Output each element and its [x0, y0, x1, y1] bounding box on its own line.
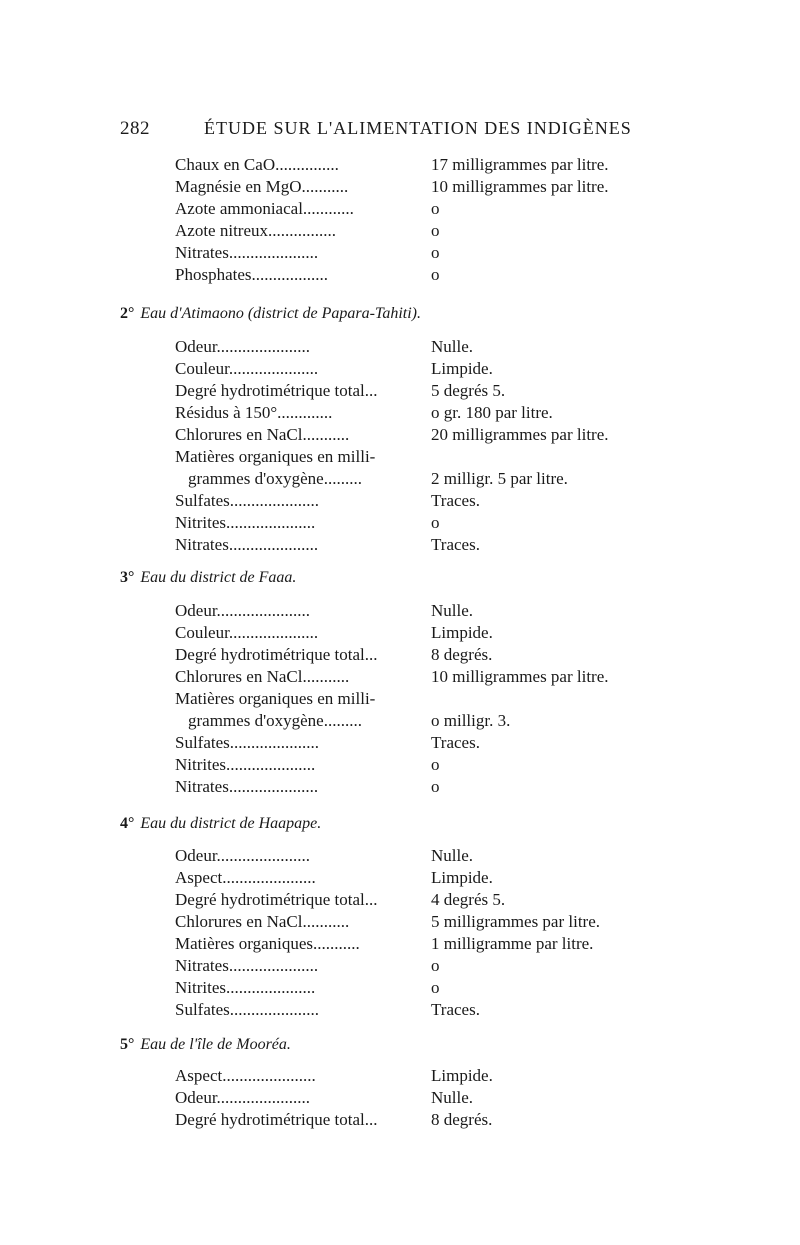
list-item	[0, 424, 800, 446]
item-label: Degré hydrotimétrique total...	[175, 890, 378, 909]
list-item	[0, 220, 800, 242]
item-value: Traces.	[431, 733, 480, 752]
item-value: 5 degrés 5.	[431, 381, 506, 400]
section-number: 5°	[120, 1036, 135, 1053]
list-item	[0, 600, 800, 622]
item-value: o	[431, 243, 440, 262]
item-value: o	[431, 199, 440, 218]
item-value: o	[431, 265, 440, 284]
page-header	[120, 118, 640, 144]
list-item	[0, 955, 800, 977]
list-item	[0, 732, 800, 754]
section-number: 2°	[120, 305, 135, 322]
section-4-heading	[120, 815, 321, 833]
item-label: Sulfates.....................	[175, 491, 320, 510]
list-item	[0, 176, 800, 198]
item-label: grammes d'oxygène.........	[188, 469, 362, 488]
list-item	[0, 1109, 800, 1131]
list-item	[0, 1065, 800, 1087]
item-label: Degré hydrotimétrique total...	[175, 645, 378, 664]
item-label: Aspect......................	[175, 1066, 316, 1085]
item-label: Odeur......................	[175, 601, 311, 620]
item-label: Odeur......................	[175, 337, 311, 356]
item-label: Matières organiques en milli-	[175, 689, 376, 708]
item-value: 20 milligrammes par litre.	[431, 425, 609, 444]
item-value: o gr. 180 par litre.	[431, 403, 553, 422]
page-number: 282	[120, 118, 150, 139]
item-label: Nitrates.....................	[175, 956, 319, 975]
item-label: Nitrites.....................	[175, 513, 316, 532]
item-label: Degré hydrotimétrique total...	[175, 381, 378, 400]
item-label: Matières organiques...........	[175, 934, 360, 953]
item-label: Nitrites.....................	[175, 978, 316, 997]
list-item	[0, 754, 800, 776]
list-item	[0, 336, 800, 358]
item-label: Nitrites.....................	[175, 755, 316, 774]
section-2-heading	[120, 305, 421, 323]
item-label: Nitrates.....................	[175, 243, 319, 262]
list-item	[0, 446, 800, 468]
list-item	[0, 999, 800, 1021]
item-value: o milligr. 3.	[431, 711, 511, 730]
item-label: Azote nitreux................	[175, 221, 336, 240]
item-value: 4 degrés 5.	[431, 890, 506, 909]
item-label: Odeur......................	[175, 846, 311, 865]
item-value: 10 milligrammes par litre.	[431, 177, 609, 196]
list-item	[0, 512, 800, 534]
item-value: Nulle.	[431, 601, 474, 620]
item-value: Limpide.	[431, 1066, 493, 1085]
list-item	[0, 776, 800, 798]
item-value: Limpide.	[431, 868, 493, 887]
list-item	[0, 242, 800, 264]
list-item	[0, 710, 800, 732]
item-value: o	[431, 221, 440, 240]
list-item	[0, 644, 800, 666]
running-title: ÉTUDE SUR L'ALIMENTATION DES INDIGÈNES	[204, 118, 632, 138]
list-item	[0, 264, 800, 286]
item-value: o	[431, 978, 440, 997]
item-value: 5 milligrammes par litre.	[431, 912, 601, 931]
item-label: Aspect......................	[175, 868, 316, 887]
section-5-heading	[120, 1036, 291, 1054]
section-number: 3°	[120, 569, 135, 586]
item-label: Matières organiques en milli-	[175, 447, 376, 466]
item-value: Nulle.	[431, 1088, 474, 1107]
item-label: Chaux en CaO...............	[175, 155, 339, 174]
item-label: Sulfates.....................	[175, 1000, 320, 1019]
item-label: Sulfates.....................	[175, 733, 320, 752]
item-label: Résidus à 150°.............	[175, 403, 333, 422]
item-value: 2 milligr. 5 par litre.	[431, 469, 568, 488]
item-value: 1 milligramme par litre.	[431, 934, 594, 953]
item-label: Couleur.....................	[175, 623, 319, 642]
item-label: Magnésie en MgO...........	[175, 177, 349, 196]
item-value: Nulle.	[431, 337, 474, 356]
list-item	[0, 688, 800, 710]
section-title: Eau de l'île de Mooréa.	[140, 1036, 291, 1053]
item-value: Traces.	[431, 535, 480, 554]
list-item	[0, 402, 800, 424]
item-value: o	[431, 513, 440, 532]
section-title: Eau du district de Haapape.	[140, 815, 322, 832]
item-value: 8 degrés.	[431, 645, 493, 664]
item-value: Limpide.	[431, 359, 493, 378]
list-item	[0, 911, 800, 933]
item-label: Chlorures en NaCl...........	[175, 912, 350, 931]
item-label: Azote ammoniacal............	[175, 199, 354, 218]
list-item	[0, 358, 800, 380]
list-item	[0, 933, 800, 955]
section-title: Eau du district de Faaa.	[140, 569, 297, 586]
item-label: Couleur.....................	[175, 359, 319, 378]
item-value: Traces.	[431, 491, 480, 510]
item-label: Phosphates..................	[175, 265, 328, 284]
list-item	[0, 468, 800, 490]
list-item	[0, 154, 800, 176]
list-item	[0, 1087, 800, 1109]
section-number: 4°	[120, 815, 135, 832]
section-3-heading	[120, 569, 296, 587]
list-item	[0, 198, 800, 220]
item-label: grammes d'oxygène.........	[188, 711, 362, 730]
item-value: Traces.	[431, 1000, 480, 1019]
list-item	[0, 867, 800, 889]
list-item	[0, 889, 800, 911]
item-value: 10 milligrammes par litre.	[431, 667, 609, 686]
list-item	[0, 622, 800, 644]
list-item	[0, 534, 800, 556]
item-label: Degré hydrotimétrique total...	[175, 1110, 378, 1129]
item-value: o	[431, 956, 440, 975]
item-value: o	[431, 755, 440, 774]
item-value: Nulle.	[431, 846, 474, 865]
item-label: Chlorures en NaCl...........	[175, 425, 350, 444]
item-value: 17 milligrammes par litre.	[431, 155, 609, 174]
item-label: Nitrates.....................	[175, 535, 319, 554]
item-value: Limpide.	[431, 623, 493, 642]
item-label: Chlorures en NaCl...........	[175, 667, 350, 686]
section-title: Eau d'Atimaono (district de Papara-Tahiti).	[140, 305, 422, 322]
list-item	[0, 380, 800, 402]
list-item	[0, 666, 800, 688]
item-value: 8 degrés.	[431, 1110, 493, 1129]
list-item	[0, 845, 800, 867]
item-label: Nitrates.....................	[175, 777, 319, 796]
item-value: o	[431, 777, 440, 796]
list-item	[0, 977, 800, 999]
list-item	[0, 490, 800, 512]
item-label: Odeur......................	[175, 1088, 311, 1107]
